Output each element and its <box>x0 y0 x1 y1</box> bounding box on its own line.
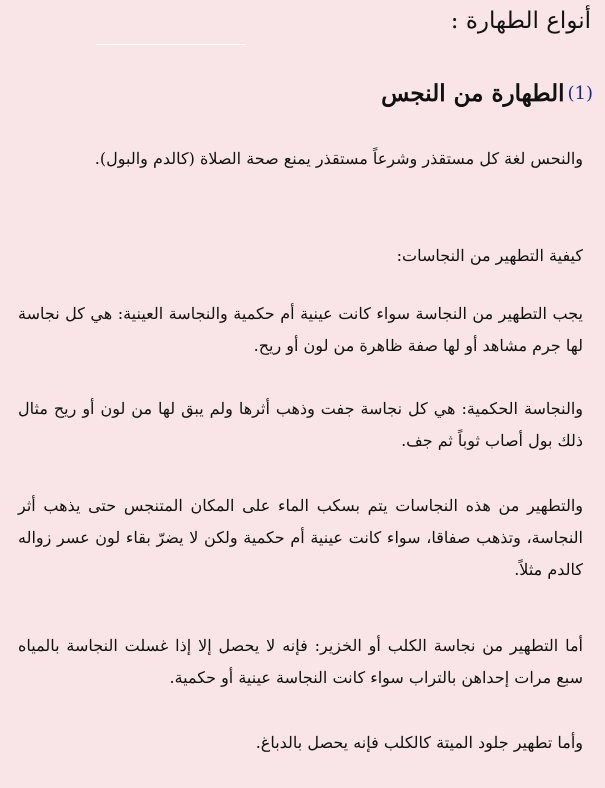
page-heading: أنواع الطهارة : <box>450 8 591 34</box>
paragraph-legal-impurity: والنجاسة الحكمية: هي كل نجاسة جفت وذهب أثرها ولم يبق لها من لون أو ريح مثال ذلك بول أصاب ثوباً ثم جف. <box>18 399 583 450</box>
section-title <box>381 76 593 112</box>
paragraph-dog-pig-impurity: أما التطهير من نجاسة الكلب أو الخزير: فإنه لا يحصل إلا إذا غسلت النجاسة بالمياه سبع مرات إحداهن بالتراب سواء كانت النجاسة عينية أو حكمية. <box>18 636 583 687</box>
heading-underline <box>96 44 246 45</box>
paragraph-purification-method-heading: كيفية التطهير من النجاسات: <box>396 246 583 265</box>
section-title-text: الطهارة من النجس <box>381 80 565 107</box>
paragraph-definition: والنحس لغة كل مستقذر وشرعاً مستقذر يمنع صحة الصلاة (كالدم والبول). <box>94 149 583 168</box>
paragraph-physical-impurity: يجب التطهير من النجاسة سواء كانت عينية أم حكمية والنجاسة العينية: هي كل نجاسة لها جرم مشاهد أو لها صفة ظاهرة من لون أو ريح. <box>18 304 583 355</box>
paragraph-washing-method: والتطهير من هذه النجاسات يتم بسكب الماء على المكان المتنجس حتى يذهب أثر النجاسة، وتذهب صفاقا، سواء كانت عينية أم حكمية ولكن لا يضرّ بقاء لون عسر زواله كالدم مثلاً. <box>18 496 583 579</box>
section-number: (1) <box>567 83 593 104</box>
paragraph-tanning: وأما تطهير جلود الميتة كالكلب فإنه يحصل بالدباغ. <box>255 733 583 752</box>
